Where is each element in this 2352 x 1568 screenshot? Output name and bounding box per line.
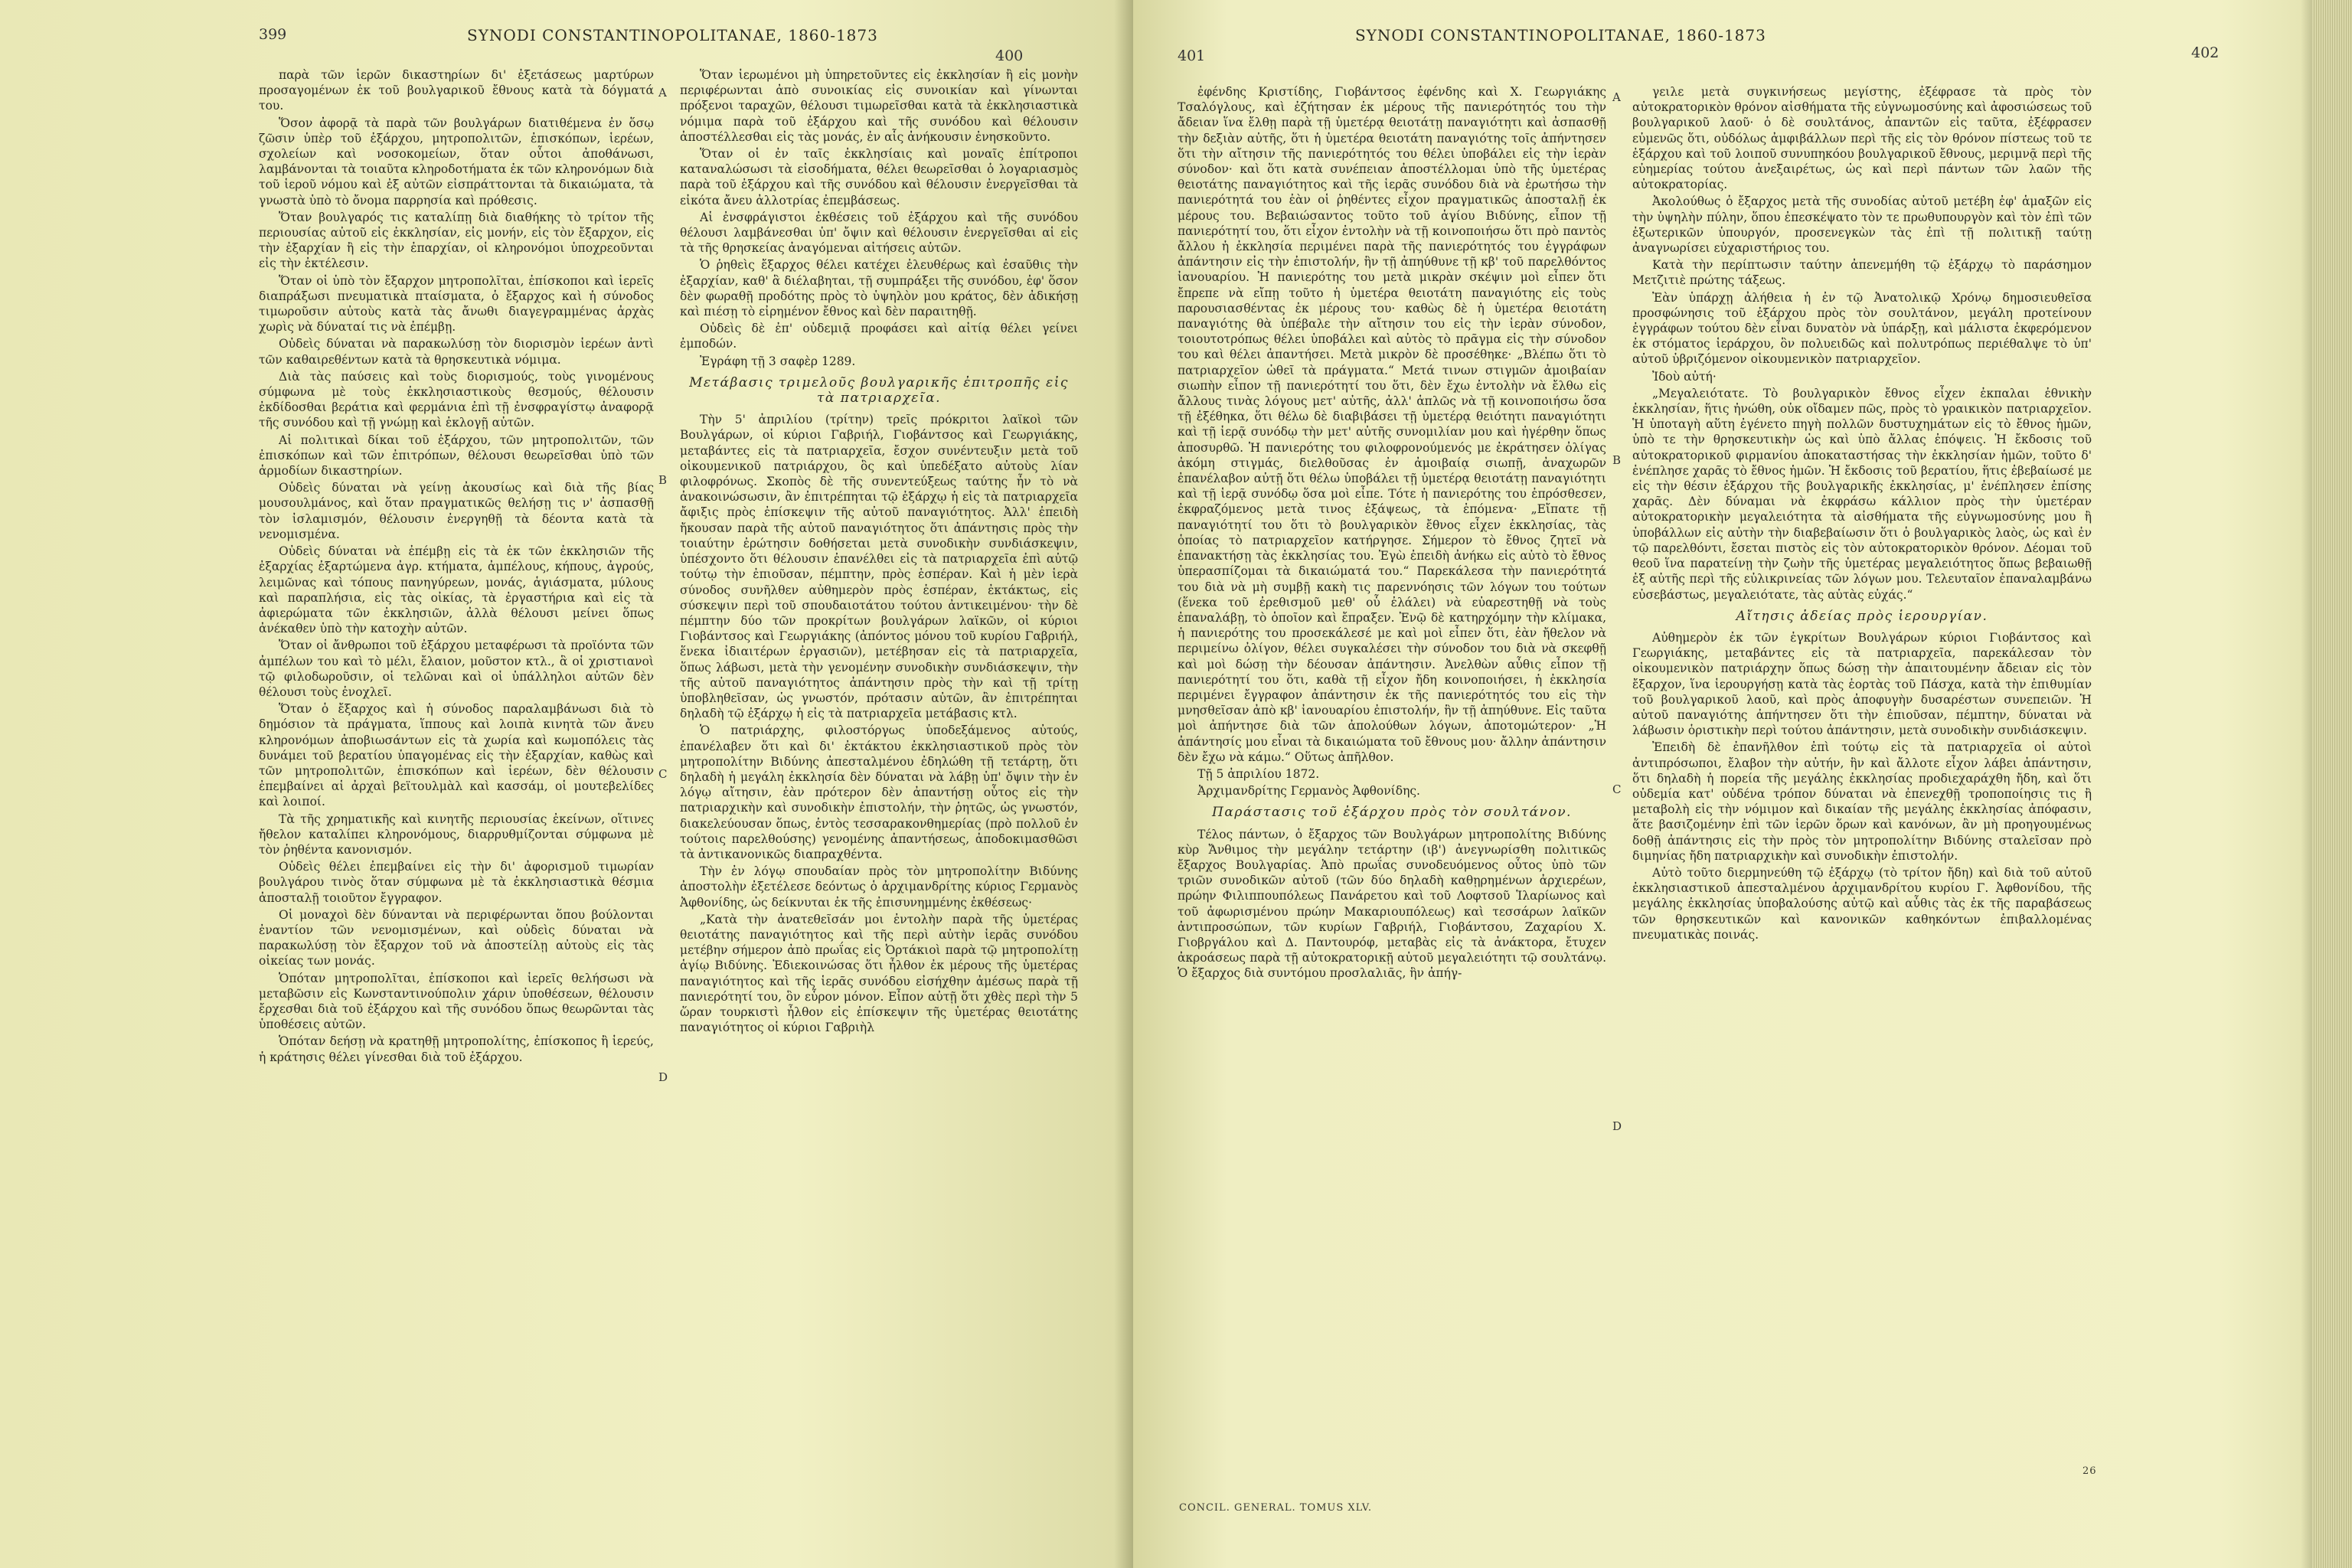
paragraph: Οὐδεὶς θέλει ἐπεμβαίνει εἰς τὴν δι' ἀφορισμοῦ τιμωρίαν βουλγάρου τινὸς ὅταν σύμφωνα μὲ τὰ ἐκκλησιαστικὰ θέσμια ἀποσταλῇ τοιοῦτον ἔγγραφον. <box>259 860 654 905</box>
paragraph: παρὰ τῶν ἱερῶν δικαστηρίων δι' ἐξετάσεως μαρτύρων προσαγομένων ἐκ τοῦ βουλγαρικοῦ ἔθνους κατὰ τὰ δόγματά του. <box>259 68 654 113</box>
paragraph: Ὅταν βουλγαρός τις καταλίπῃ διὰ διαθήκης τὸ τρίτον τῆς περιουσίας αὐτοῦ εἰς ἐκκλησίαν, εἰς μονήν, εἰς τὸν ἔξαρχον, εἰς τὴν ἐξαρχίαν ἢ εἰς τὴν ἐπαρχίαν, οἱ κληρονόμοι ὑποχρεοῦνται εἰς τὴν ἐκτέλεσιν. <box>259 210 654 271</box>
paragraph: Τὴν 5' ἀπριλίου (τρίτην) τρεῖς πρόκριτοι λαϊκοὶ τῶν Βουλγάρων, οἱ κύριοι Γαβριήλ, Γιοβάντσος καὶ Γεωργιάκης, μεταβάντες εἰς τὰ πατριαρχεῖα, ἔσχον συνέντευξιν μετὰ τοῦ οἰκουμενικοῦ πατριάρχου, ὃς καὶ ὑπεδέξατο αὐτοὺς λίαν φιλοφρόνως. Σκοπὸς δὲ τῆς συνεντεύξεως ταύτης ἦν τὸ νὰ ἀνακοινώσωσιν, ἂν ἐπιτρέπηται τῷ ἐξάρχῳ ἡ εἰς τὰ πατριαρχεῖα ἄφιξις πρὸς ἐπίσκεψιν τῆς αὐτοῦ παναγιότητος. Ἀλλ' ἐπειδὴ ἤκουσαν παρὰ τῆς αὐτοῦ παναγιότητος ὅτι ἀπάντησις πρὸς τὴν τοιαύτην ἐρώτησιν δοθήσεται μετὰ συνοδικὴν συνδιάσκεψιν, ὑπέσχοντο ὅτι θέλουσιν ἐπανέλθει εἰς τὰ πατριαρχεῖα ἐπὶ αὐτῷ τούτῳ τὴν ἐπιοῦσαν, πέμπτην, πρὸς ἑσπέραν. Καὶ ἡ μὲν ἱερὰ σύνοδος συνῆλθεν αὐθημερὸν πρὸς ἑσπέραν, ἐκτάκτως, εἰς σύσκεψιν περὶ τοῦ σπουδαιοτάτου τούτου ἀντικειμένου· τὴν δὲ πέμπτην δύο τῶν προκρίτων βουλγάρων λαϊκῶν, οἱ κύριοι Γιοβάντσος καὶ Γεωργιάκης (ἀπόντος μόνου τοῦ κυρίου Γαβριήλ, ἕνεκα ἰδιαιτέρων ἐργασιῶν), μετέβησαν εἰς τὰ πατριαρχεῖα, ὅπως λάβωσι, μετὰ τὴν γενομένην συνοδικὴν συνδιάσκεψιν, τὴν τῆς αὐτοῦ παναγιότητος ἀπάντησιν πρὸς τὴν καὶ τῇ τρίτῃ ὑποβληθεῖσαν, ὡς γνωστόν, πρότασιν αὐτῶν, ἂν ἐπιτρέπηται δηλαδὴ τῷ ἐξάρχῳ ἡ εἰς τὰ πατριαρχεῖα μετάβασις κτλ. <box>680 413 1078 721</box>
section-heading: Παράστασις τοῦ ἐξάρχου πρὸς τὸν σουλτάνον. <box>1212 805 1572 821</box>
paragraph: Ὅταν οἱ ἐν ταῖς ἐκκλησίαις καὶ μοναῖς ἐπίτροποι καταναλώσωσι τὰ εἰσοδήματα, θέλει θεωρεῖσθαι ὁ λογαριασμὸς παρὰ τοῦ ἐξάρχου καὶ τῆς συνόδου καὶ θέλουσιν ἐνεργεῖσθαι τὰ εἰκότα ἄνευ ἀλλοτρίας ἐπεμβάσεως. <box>680 147 1078 207</box>
page-number-400: 400 <box>995 47 1024 64</box>
running-head-left: SYNODI CONSTANTINOPOLITANAE, 1860-1873 <box>467 26 878 44</box>
margin-letter-b: B <box>658 473 668 487</box>
paragraph: Οἱ μοναχοὶ δὲν δύνανται νὰ περιφέρωνται ὅπου βούλονται ἐναντίον τῶν νενομισμένων, καὶ οὐδεὶς δύναται νὰ παρακωλύσῃ τὸν ἔξαρχον τοῦ νὰ ἀποστείλῃ αὐτοὺς εἰς τὰς οἰκείας των μονάς. <box>259 907 654 969</box>
margin-letter-d: D <box>658 1070 668 1084</box>
paragraph: Ὅσον ἀφορᾷ τὰ παρὰ τῶν βουλγάρων διατιθέμενα ἐν ὅσῳ ζῶσιν ὑπὲρ τοῦ ἐξάρχου, μητροπολιτῶν, ἐπισκόπων, ἱερέων, σχολείων καὶ νοσοκομείων, ὅταν οὗτοι ἀποθάνωσι, λαμβάνονται τὰ τοιαῦτα κληροδοτήματα ἐκ τῶν κληρονόμων διὰ τοῦ ἱεροῦ νόμου καὶ ἐξ αὐτῶν εἰσπράττονται τὰ δικαιώματα, τὰ γνωστὰ ὑπὸ τὸ ὄνομα παρρησία καὶ πρόθεσις. <box>259 116 654 207</box>
running-head-right: SYNODI CONSTANTINOPOLITANAE, 1860-1873 <box>1355 26 1766 44</box>
paragraph: Ἐγράφη τῇ 3 σαφὲρ 1289. <box>700 354 856 368</box>
left-page-column-1 <box>259 67 654 1507</box>
signature-mark: 26 <box>2082 1465 2097 1477</box>
paragraph: Ἰδοὺ αὐτή· <box>1652 369 1717 384</box>
paragraph: Ὁπόταν δεήσῃ νὰ κρατηθῇ μητροπολίτης, ἐπίσκοπος ἢ ἱερεύς, ἡ κράτησις θέλει γίνεσθαι διὰ τοῦ ἐξάρχου. <box>259 1034 654 1064</box>
paragraph: Ἀρχιμανδρίτης Γερμανὸς Ἀφθονίδης. <box>1197 784 1420 799</box>
margin-letter-c-right: C <box>1612 782 1622 796</box>
paragraph: Αὐθημερὸν ἐκ τῶν ἐγκρίτων Βουλγάρων κύριοι Γιοβάντσος καὶ Γεωργιάκης, μεταβάντες εἰς τὰ πατριαρχεῖα, παρεκάλεσαν τὸν οἰκουμενικὸν πατριάρχην ὅπως δώσῃ τὴν ἀπαιτουμένην ἄδειαν εἰς τὸν ἔξαρχον, ἵνα ἱερουργήσῃ κατὰ τὰς ἑορτὰς τοῦ Πάσχα, κατὰ τὴν ἐπιθυμίαν τοῦ βουλγαρικοῦ λαοῦ, καὶ πρὸς ἀποφυγὴν δυσαρέστων συνεπειῶν. Ἡ αὐτοῦ παναγιότης ἀπήντησεν ὅτι τὴν ἐπιοῦσαν, πέμπτην, δύναται νὰ λάβωσιν ὁριστικὴν περὶ τούτου ἀπάντησιν, μετὰ συνοδικὴν συνδιάσκεψιν. <box>1632 630 2092 738</box>
paragraph: Οὐδεὶς δύναται νὰ ἐπέμβῃ εἰς τὰ ἐκ τῶν ἐκκλησιῶν τῆς ἐξαρχίας ἐξαρτώμενα ἀγρ. κτήματα, ἀμπέλους, κήπους, ἀγρούς, λειμῶνας καὶ τόπους πανηγύρεων, μονάς, ἁγιάσματα, μύλους καὶ παραπλήσια, εἰς τὰς οἰκίας, τὰ ἐργαστήρια καὶ εἰς τὰ ἀφιερώματα τῶν ἐκκλησιῶν, ἀλλὰ θέλουσι μείνει ὅπως ἀνέκαθεν ὑπὸ τὴν κατοχὴν αὐτῶν. <box>259 544 654 636</box>
paragraph: Αἱ ἐνσφράγιστοι ἐκθέσεις τοῦ ἐξάρχου καὶ τῆς συνόδου θέλουσι λαμβάνεσθαι ὑπ' ὄψιν καὶ θέλουσιν ἐνεργεῖσθαι αἱ εἰς τὰ τῆς θρησκείας ἀναγόμεναι αἰτήσεις αὐτῶν. <box>680 210 1078 256</box>
paragraph: Διὰ τὰς παύσεις καὶ τοὺς διορισμούς, τοὺς γινομένους σύμφωνα μὲ τοὺς ἐκκλησιαστικοὺς θεσμούς, θέλουσιν ἐκδίδοσθαι βεράτια καὶ φερμάνια ἐπὶ τῇ ἐνσφραγίστῳ ἀναφορᾷ τῆς συνόδου καὶ τῇ γνώμῃ καὶ ἐκλογῇ αὐτῶν. <box>259 369 654 430</box>
margin-letter-a-right: A <box>1612 90 1621 104</box>
paragraph: Οὐδεὶς δύναται νὰ παρακωλύσῃ τὸν διορισμὸν ἱερέων ἀντὶ τῶν καθαιρεθέντων κατὰ τὰ θρησκευτικὰ νόμιμα. <box>259 337 654 367</box>
paragraph: γειλε μετὰ συγκινήσεως μεγίστης, ἐξέφρασε τὰ πρὸς τὸν αὐτοκρατορικὸν θρόνον αἰσθήματα τῆς εὐγνωμοσύνης καὶ ἀφοσιώσεως τοῦ βουλγαρικοῦ λαοῦ· ὁ δὲ σουλτάνος, ἀπαντῶν εἰς ταῦτα, ἐξέφρασεν εὐμενῶς ὅτι, οὐδόλως ἀμφιβάλλων περὶ τῆς εἰς τὸν θρόνον πίστεως τοῦ τε ἐξάρχου καὶ τοῦ λοιποῦ συνυπηκόου βουλγαρικοῦ ἔθνους, μεριμνᾷ περὶ τῆς εὐημερίας τούτου ἀνεξαιρέτως, ὡς καὶ περὶ πάντων τῶν λαῶν τῆς αὐτοκρατορίας. <box>1632 85 2092 192</box>
paragraph: ἐφένδης Κριστίδης, Γιοβάντσος ἐφένδης καὶ Χ. Γεωργιάκης Τσαλόγλους, καὶ ἐζήτησαν ἐκ μέρους τῆς πανιερότητός του τὴν ἄδειαν ἵνα ἔλθῃ παρὰ τῇ ὑμετέρᾳ θειοτάτῃ παναγιότητι καὶ ἀσπασθῇ τὴν δεξιὰν αὐτῆς, ὅτι ἡ ὑμετέρα θειοτάτη παναγιότης τοῖς ἀπήντησεν ὅτι τὴν αἴτησιν τῆς πανιερότητός του θέλει ὑποβάλει εἰς τὴν ἱερὰν σύνοδον· καὶ ὅτι κατὰ συνέπειαν ἀποστέλλομαι ὑπὸ τῆς ὑμετέρας θειοτάτης παναγιότητος καὶ τῆς ἱερᾶς συνόδου διὰ νὰ ἐρωτήσω τὴν πανιερότητά του ἐὰν οἱ ῥηθέντες εἶχον πραγματικῶς ἀποσταλῇ ἐκ μέρους του. Βεβαιώσαντος τοῦτο τοῦ ἁγίου Βιδύνης, εἶπον τῇ πανιερότητί του, ὅτι εἶχον ἐντολὴν νὰ τῇ κοινοποιήσω ὅτι πρὸ παντὸς ἄλλου ἡ ἐκκλησία περιμένει παρὰ τῆς πανιερότητός του ἐγγράφων ἀπάντησιν εἰς τὴν ἐπιστολήν, ἣν τῇ ἀπηύθυνε τῇ κβ' τοῦ παρελθόντος ἰανουαρίου. Ἡ πανιερότης του μετὰ μικρὰν σκέψιν μοὶ εἶπεν ὅτι ἔπρεπε νὰ εἴπῃ τοῦτο ἡ ὑμετέρα θειοτάτη παναγιότης εἰς τοὺς παρουσιασθέντας ἐκ μέρους του· καθὼς δὲ ἡ ὑμετέρα θειοτάτη παναγιότης θὰ ὑπέβαλε τὴν αἴτησιν του εἰς τὴν ἱερὰν σύνοδον, τοιουτοτρόπως θέλει ὑποβάλει καὶ αὐτὸς τὸ πρᾶγμα εἰς τὴν σύνοδον του καὶ θέλει ἀπαντήσει. Μετὰ μικρὸν δὲ προσέθηκε· „Βλέπω ὅτι τὸ πατριαρχεῖον ὠθεῖ τὰ πράγματα.“ Μετά τινων στιγμῶν ἀμοιβαίαν σιωπὴν εἶπον τῇ πανιερότητί του ὅτι, δὲν ἔχω ἐντολὴν νὰ ἔλθω εἰς ἄλλους τινὰς λόγους μετ' αὐτῆς, ἀλλ' ἁπλῶς νὰ τῇ κοινοποιήσω ὅσα τῇ ἐξέθηκα, ὅτι θέλω δὲ διαβιβάσει τῇ ὑμετέρᾳ θειότητι παναγιότητι καὶ τῇ ἱερᾷ συνόδῳ τὴν μετ' αὐτῆς συνομιλίαν μου καὶ ἠγέρθην ὅπως ἀποσυρθῶ. Ἡ πανιερότης του φιλοφρονούμενός με ἐκράτησεν ὀλίγας ἀκόμη στιγμάς, διελθοῦσας ἐν ἀμοιβαίᾳ σιωπῇ, ἀναχωρῶν ἐπανέλαβον αὐτῇ ὅτι θέλω ὑποβάλει τῇ ὑμετέρᾳ θειοτάτῃ παναγιότητι καὶ τῇ ἱερᾷ συνόδῳ ὅσα μοὶ εἶπε. Τότε ἡ πανιερότης του ἐπρόσθεσεν, ἐκφραζόμενος μετὰ τινος ἐξάψεως, τὰ ἑπόμενα· „Εἴπατε τῇ παναγιότητί του ὅτι τὸ βουλγαρικὸν ἔθνος εἶχεν ἐκκλησίας, τὰς ὁποίας τὸ πατριαρχεῖον κατήργησε. Σήμερον τὸ ἔθνος ζητεῖ νὰ ἐπανακτήσῃ τὰς ἐκκλησίας του. Ἐγὼ ἐπειδὴ ἀνήκω εἰς αὐτὸ τὸ ἔθνος ὑπερασπίζομαι τὰ δικαιώματά του.“ Παρεκάλεσα τὴν πανιερότητά του διὰ νὰ μὴ συμβῇ κακὴ τις παρεννόησις τῶν λόγων του τούτων (ἕνεκα τοῦ ἐρεθισμοῦ μεθ' οὗ ἐλάλει) νὰ εὐαρεστηθῇ νὰ τοὺς ἐπαναλάβῃ, τὸ ὁποῖον καὶ ἔπραξεν. Ἐνῷ δὲ κατηρχόμην τὴν κλίμακα, ἡ πανιερότης του προσεκάλεσέ με καὶ μοὶ εἶπεν ὅτι, ἐὰν ἤθελον νὰ περιμείνω ὀλίγον, θέλει συγκαλέσει τὴν σύνοδον του διὰ νὰ σκεφθῇ καὶ μοὶ δώσῃ τὴν δέουσαν ἀπάντησιν. Ἀνελθὼν αὖθις εἶπον τῇ πανιερότητί του ὅτι, καθὰ τῇ εἶχον ἤδη κοινοποιήσει, ἡ ἐκκλησία περιμένει ἔγγραφον ἀπάντησιν ἐκ τῆς πανιερότητός του εἰς τὴν μνησθεῖσαν ἀπὸ κβ' ἰανουαρίου ἐπιστολήν, ἣν τῇ ἀπηύθυνε. Εἰς ταῦτα μοὶ ἀπήντησε διὰ τῶν ἀπολούθων λόγων, ἀποτομώτερον· „Ἡ ἀπάντησίς μου εἶναι τὰ δικαιώματα τοῦ ἔθνους μου· ἄλλην ἀπάντησιν δὲν ἔχω νὰ κάμω.“ Οὕτως ἀπῆλθον. <box>1178 85 1606 764</box>
paragraph: Ὅταν οἱ ὑπὸ τὸν ἔξαρχον μητροπολῖται, ἐπίσκοποι καὶ ἱερεῖς διαπράξωσι πνευματικὰ πταίσματα, ὁ ἔξαρχος καὶ ἡ σύνοδος τιμωροῦσιν αὐτοὺς κατὰ τὰς ἄνωθι διαγεγραμμένας ἀρχὰς χωρὶς νὰ δύναταί τις νὰ ἐπέμβῃ. <box>259 273 654 335</box>
footer-volume-note: CONCIL. GENERAL. TOMUS XLV. <box>1179 1502 1372 1514</box>
paragraph: Ἀκολούθως ὁ ἔξαρχος μετὰ τῆς συνοδίας αὐτοῦ μετέβη ἐφ' ἁμαξῶν εἰς τὴν ὑψηλὴν πύλην, ὅπου ἐπεσκέψατο τὸν τε πρωθυπουργὸν καὶ τὸν ἐπὶ τῶν ἐξωτερικῶν ὑπουργόν, προσενεγκὼν τὰς ἐπὶ τῇ πολιτικῇ ταύτῃ ἀναγνωρίσει εὐχαριστήριος του. <box>1632 194 2092 256</box>
paragraph: Ἐπειδὴ δὲ ἐπανῆλθον ἐπὶ τούτῳ εἰς τὰ πατριαρχεῖα οἱ αὐτοὶ ἀντιπρόσωποι, ἔλαβον τὴν αὐτήν, ἣν καὶ ἄλλοτε εἶχον λάβει ἀπάντησιν, ὅτι δηλαδὴ ἡ πορεία τῆς μεγάλης ἐκκλησίας προδιεχαράχθη ἤδη, καὶ ὅτι οὐδεμία κατ' οὐδένα τρόπον δύναται νὰ ἐπενεχθῇ τροποποίησις τις ἢ μεταβολὴ εἰς τὴν νόμιμον καὶ δικαίαν τῆς μεγάλης ἐκκλησίας ἀπόφασιν, ἅτε βασιζομένην ἐπὶ τῶν ἱερῶν ὅρων καὶ κανόνων, ἂν μὴ προηγουμένως δοθῇ ἀπάντησις εἰς τὴν πρὸς τὸν μητροπολίτην Βιδύνης σταλεῖσαν πρὸ διμηνίας ἤδη πατριαρχικὴν καὶ συνοδικὴν ἐπιστολήν. <box>1632 740 2092 863</box>
right-page <box>1133 0 2312 1568</box>
paragraph: Ὅταν ὁ ἔξαρχος καὶ ἡ σύνοδος παραλαμβάνωσι διὰ τὸ δημόσιον τὰ πράγματα, ἵππους καὶ λοιπὰ κινητὰ τῶν ἄνευ κληρονόμων ἀποβιωσάντων εἰς τὰ χωρία καὶ κωμοπόλεις τὰς δυνάμει τοῦ βερατίου ὑπαγομένας εἰς τὴν ἐξαρχίαν, καθὼς καὶ τῶν μητροπολιτῶν, ἐπισκόπων καὶ ἱερέων, δὲν θέλουσιν ἐπεμβαίνει αἱ ἀρχαὶ βεϊτουλμὰλ καὶ κασσάμ, οἱ μουτεβελίδες καὶ λοιποί. <box>259 702 654 809</box>
page-number-402: 402 <box>2191 44 2220 61</box>
paragraph: Ὅταν οἱ ἄνθρωποι τοῦ ἐξάρχου μεταφέρωσι τὰ προϊόντα τῶν ἀμπέλων του καὶ τὸ μέλι, ἔλαιον, μοῦστον κτλ., ἃ οἱ χριστιανοὶ τῷ φιλοδωροῦσιν, οἱ τελῶναι καὶ οἱ ὑπάλληλοι αὐτῶν δὲν θέλουσι τοὺς ἐνοχλεῖ. <box>259 639 654 699</box>
right-page-column-1 <box>1178 84 1606 1501</box>
right-page-column-2 <box>1632 84 2092 1501</box>
paragraph: Τῇ 5 ἀπριλίου 1872. <box>1197 766 1320 781</box>
page-block-edges <box>2312 0 2352 1568</box>
paragraph: Οὐδεὶς δὲ ἐπ' οὐδεμιᾷ προφάσει καὶ αἰτίᾳ θέλει γείνει ἐμποδών. <box>680 322 1078 351</box>
paragraph: Ὁ ῥηθεὶς ἔξαρχος θέλει κατέχει ἐλευθέρως καὶ ἐσαῦθις τὴν ἐξαρχίαν, καθ' ἃ διέλαβηται, τῇ συμπράξει τῆς συνόδου, ἐφ' ὅσον δὲν φωραθῇ προδότης πρὸς τὸ ὑψηλὸν μου κράτος, δὲν ἀδικήσῃ καὶ πιέσῃ τὸ εἰρημένον ἔθνος καὶ δὲν παραιτηθῇ. <box>680 258 1078 319</box>
left-page-column-2 <box>680 67 1078 1507</box>
page-number-401: 401 <box>1178 47 1206 64</box>
paragraph: Ἐὰν ὑπάρχῃ ἀλήθεια ἡ ἐν τῷ Ἀνατολικῷ Χρόνῳ δημοσιευθεῖσα προσφώνησις τοῦ ἐξάρχου πρὸς τὸν σουλτάνον, μεγάλη προτείνουν ἐγγράφων τούτου δὲν εἶναι δυνατὸν νὰ ὑπάρξῃ, καὶ μάλιστα ἐκφερόμενον ἐκ στόματος ἱεράρχου, ὃν πολυειδῶς καὶ πολυτρόπως περιέθαλψε τὸ ὑπ' αὐτοῦ ὑβριζόμενον οἰκουμενικὸν πατριαρχεῖον. <box>1632 290 2092 367</box>
left-page <box>0 0 1133 1568</box>
paragraph: „Μεγαλειότατε. Τὸ βουλγαρικὸν ἔθνος εἶχεν ἐκπαλαι ἐθνικὴν ἐκκλησίαν, ἥτις ἠνώθη, οὐκ οἴδαμεν πῶς, πρὸς τὸ γραικικὸν πατριαρχεῖον. Ἡ ὑποταγὴ αὕτη ἐγένετο πηγὴ πολλῶν δυστυχημάτων εἰς τὸ ἔθνος ἡμῶν, ὑπὸ τε τὴν θρησκευτικὴν ὡς καὶ ὑπὸ ἄλλας ἐπόψεις. Ἡ ἔκδοσις τοῦ αὐτοκρατορικοῦ φιρμανίου ἀποκαταστήσας τὴν ἐκκλησίαν ἡμῶν, τοῦτο δ' ἐνέπλησε χαρᾶς τὸ ἔθνος ἡμῶν. Ἡ ἔκδοσις τοῦ βερατίου, ἥτις ἐβεβαίωσέ με εἰς τὴν θέσιν ἐξάρχου τῆς βουλγαρικῆς ἐκκλησίας, μ' ἐνέπλησεν ἐπίσης χαρᾶς. Δὲν δύναμαι νὰ ἐκφράσω κάλλιον πρὸς τὴν ὑμετέραν αὐτοκρατορικὴν μεγαλειότητα τὰ αἰσθήματα τῆς εὐγνωμοσύνης μου ἢ ὑποβάλλων εἰς αὐτὴν τὴν διαβεβαίωσιν ὅτι ὁ βουλγαρικὸς λαὸς, ὡς καὶ ἐν τῷ παρελθόντι, ἔσεται πιστὸς εἰς τὸν αὐτοκρατορικὸν θρόνον. Δέομαι τοῦ θεοῦ ἵνα παρατείνῃ τὴν ζωὴν τῆς ὑμετέρας μεγαλειότητος ὅπως βεβαιωθῇ ἐξ αὐτῆς περὶ τῆς εὐλικρινείας τῶν λόγων μου. Τελευταῖον ἐπαναλαμβάνω εὐσεβάστως, μεγαλειότατε, τὰς αὐτὰς εὐχάς.“ <box>1632 386 2092 602</box>
paragraph: Κατὰ τὴν περίπτωσιν ταύτην ἀπενεμήθη τῷ ἐξάρχῳ τὸ παράσημον Μετζιτιὲ πρώτης τάξεως. <box>1632 258 2092 288</box>
paragraph: Τὰ τῆς χρηματικῆς καὶ κινητῆς περιουσίας ἐκείνων, οἵτινες ἤθελον καταλίπει κληρονόμους, διαρρυθμίζονται σύμφωνα μὲ τὸν ῥηθέντα κανονισμόν. <box>259 812 654 857</box>
paragraph: Ὅταν ἱερωμένοι μὴ ὑπηρετοῦντες εἰς ἐκκλησίαν ἢ εἰς μονὴν περιφέρωνται ἀπὸ συνοικίας εἰς συνοικίαν καὶ γίνωνται πρόξενοι ταραχῶν, θέλουσι τιμωρεῖσθαι κατὰ τὰ ἐκκλησιαστικὰ νόμιμα παρὰ τοῦ ἐξάρχου καὶ τῆς συνόδου καὶ θέλουσιν ἀποστέλλεσθαι εἰς τὰς μονάς, ἐν αἷς ἀνήκουσιν ἐνησκοῦντο. <box>680 68 1078 144</box>
paragraph: Ὁπόταν μητροπολῖται, ἐπίσκοποι καὶ ἱερεῖς θελήσωσι νὰ μεταβῶσιν εἰς Κωνσταντινούπολιν χάριν ὑποθέσεων, θέλουσιν ἔρχεσθαι διὰ τοῦ ἐξάρχου καὶ τῆς συνόδου ὅπως θεωρῶνται τὰς ὑποθέσεις αὐτῶν. <box>259 971 654 1032</box>
page-number-399: 399 <box>259 26 287 43</box>
margin-letter-c: C <box>658 767 668 781</box>
paragraph: Τὴν ἐν λόγῳ σπουδαίαν πρὸς τὸν μητροπολίτην Βιδύνης ἀποστολὴν ἐξετέλεσε δεόντως ὁ ἀρχιμανδρίτης κύριος Γερμανὸς Ἀφθονίδης, ὡς δείκνυται ἐκ τῆς ἐπισυνημμένης ἐκθέσεως· <box>680 864 1078 910</box>
margin-letter-d-right: D <box>1612 1119 1622 1133</box>
paragraph: Αἱ πολιτικαὶ δίκαι τοῦ ἐξάρχου, τῶν μητροπολιτῶν, τῶν ἐπισκόπων καὶ τῶν ἐπιτρόπων, θέλουσι θεωρεῖσθαι ὑπὸ τῶν ἁρμοδίων δικαστηρίων. <box>259 433 654 479</box>
margin-letter-b-right: B <box>1612 453 1622 467</box>
paragraph: Οὐδεὶς δύναται νὰ γείνῃ ἀκουσίως καὶ διὰ τῆς βίας μουσουλμάνος, καὶ ὅταν πραγματικῶς θελήσῃ τις ν' ἀσπασθῇ τὸν ἰσλαμισμόν, θέλουσιν ἐνεργηθῇ τὰ δέοντα κατὰ τὰ νενομισμένα. <box>259 481 654 541</box>
paragraph: „Κατὰ τὴν ἀνατεθεῖσάν μοι ἐντολὴν παρὰ τῆς ὑμετέρας θειοτάτης παναγιότητος καὶ τῆς περὶ αὐτὴν ἱερᾶς συνόδου μετέβην σήμερον ἀπὸ πρωΐας εἰς Ὀρτάκιοὶ παρὰ τῷ μητροπολίτῃ ἁγίῳ Βιδύνης. Ἐδιεκοινώσας ὅτι ἦλθον ἐκ μέρους τῆς ὑμετέρας παναγιότητος καὶ τῆς ἱερᾶς συνόδου εἰσήχθην ἀμέσως παρὰ τῇ πανιερότητί του, ὃν εὗρον μόνον. Εἶπον αὐτῇ ὅτι χθὲς περὶ τὴν 5 ὥραν τουρκιστὶ ἦλθον εἰς ἐπίσκεψιν τῆς ὑμετέρας θειοτάτης παναγιότητος οἱ κύριοι Γαβριὴλ <box>680 912 1078 1035</box>
paragraph: Ὁ πατριάρχης, φιλοστόργως ὑποδεξάμενος αὐτούς, ἐπανέλαβεν ὅτι καὶ δι' ἐκτάκτου ἐκκλησιαστικοῦ πρὸς τὸν μητροπολίτην Βιδύνης ἀπεσταλμένου ἐδηλώθη τῇ τετάρτῃ, ὅτι δηλαδὴ ἡ μεγάλη ἐκκλησία δὲν δύναται νὰ λάβῃ ὑπ' ὄψιν τὴν ἐν λόγῳ αἴτησιν, ἐὰν πρότερον δὲν ἀπαντήσῃ οὗτος εἰς τὴν πατριαρχικὴν καὶ συνοδικὴν ἐπιστολήν, τὴν ῥητῶς, ὡς γνωστόν, διακελεύουσαν ὅπως, ἐντὸς τεσσαρακονθημερίας (πρὸ πολλοῦ ἐν τούτοις παρελθούσης) γενομένης ἀπαντήσεως, ἀποδοκιμασθῶσι τὰ ἀντικανονικῶς διαπραχθέντα. <box>680 724 1078 861</box>
section-heading: Μετάβασις τριμελοῦς βουλγαρικῆς ἐπιτροπῆς εἰς τὰ πατριαρχεῖα. <box>689 374 1069 407</box>
margin-letter-a: A <box>658 86 667 100</box>
paragraph: Αὐτὸ τοῦτο διερμηνεύθη τῷ ἐξάρχῳ (τὸ τρίτον ἤδη) καὶ διὰ τοῦ αὐτοῦ ἐκκλησιαστικοῦ ἀπεσταλμένου ἀρχιμανδρίτου κυρίου Γ. Ἀφθονίδου, τῆς μεγάλης ἐκκλησίας ὑποβαλούσης αὐτῷ καὶ αὖθις τὰς ἐκ τῆς παραβάσεως τῶν θρησκευτικῶν καὶ κανονικῶν καθηκόντων ἐπιβαλλομένας πνευματικὰς ποινάς. <box>1632 865 2092 942</box>
section-heading: Αἴτησις ἀδείας πρὸς ἱερουργίαν. <box>1736 608 1988 624</box>
paragraph: Τέλος πάντων, ὁ ἔξαρχος τῶν Βουλγάρων μητροπολίτης Βιδύνης κὺρ Ἄνθιμος τὴν μεγάλην τετάρτην (ιβ') ἀνεγνωρίσθη πολιτικῶς ἔξαρχος Βουλγαρίας. Ἀπὸ πρωΐας συνοδευόμενος οὗτος ὑπὸ τῶν τριῶν συνοδικῶν αὐτοῦ (τῶν δύο δηλαδὴ καθῃρημένων ἀρχιερέων, πρώην Φιλιππουπόλεως Πανάρετου καὶ τοῦ Λοφτσοῦ Ἱλαρίωνος καὶ τοῦ ἀφωρισμένου πρώην Μακαριουπόλεως) καὶ τεσσάρων λαϊκῶν ἀντιπροσώπων, τῶν κυρίων Γαβριήλ, Γιοβάντσου, Ζαχαρίου Χ. Γιοβργάλου καὶ Δ. Παντουρόφ, μεταβὰς εἰς τὰ ἀνάκτορα, ἔτυχεν ἀκροάσεως παρὰ τῇ αὐτοκρατορικῇ αὐτοῦ μεγαλειότητι τῷ σουλτάνῳ. Ὁ ἔξαρχος διὰ συντόμου προσλαλιᾶς, ἣν ἀπήγ- <box>1178 827 1606 981</box>
